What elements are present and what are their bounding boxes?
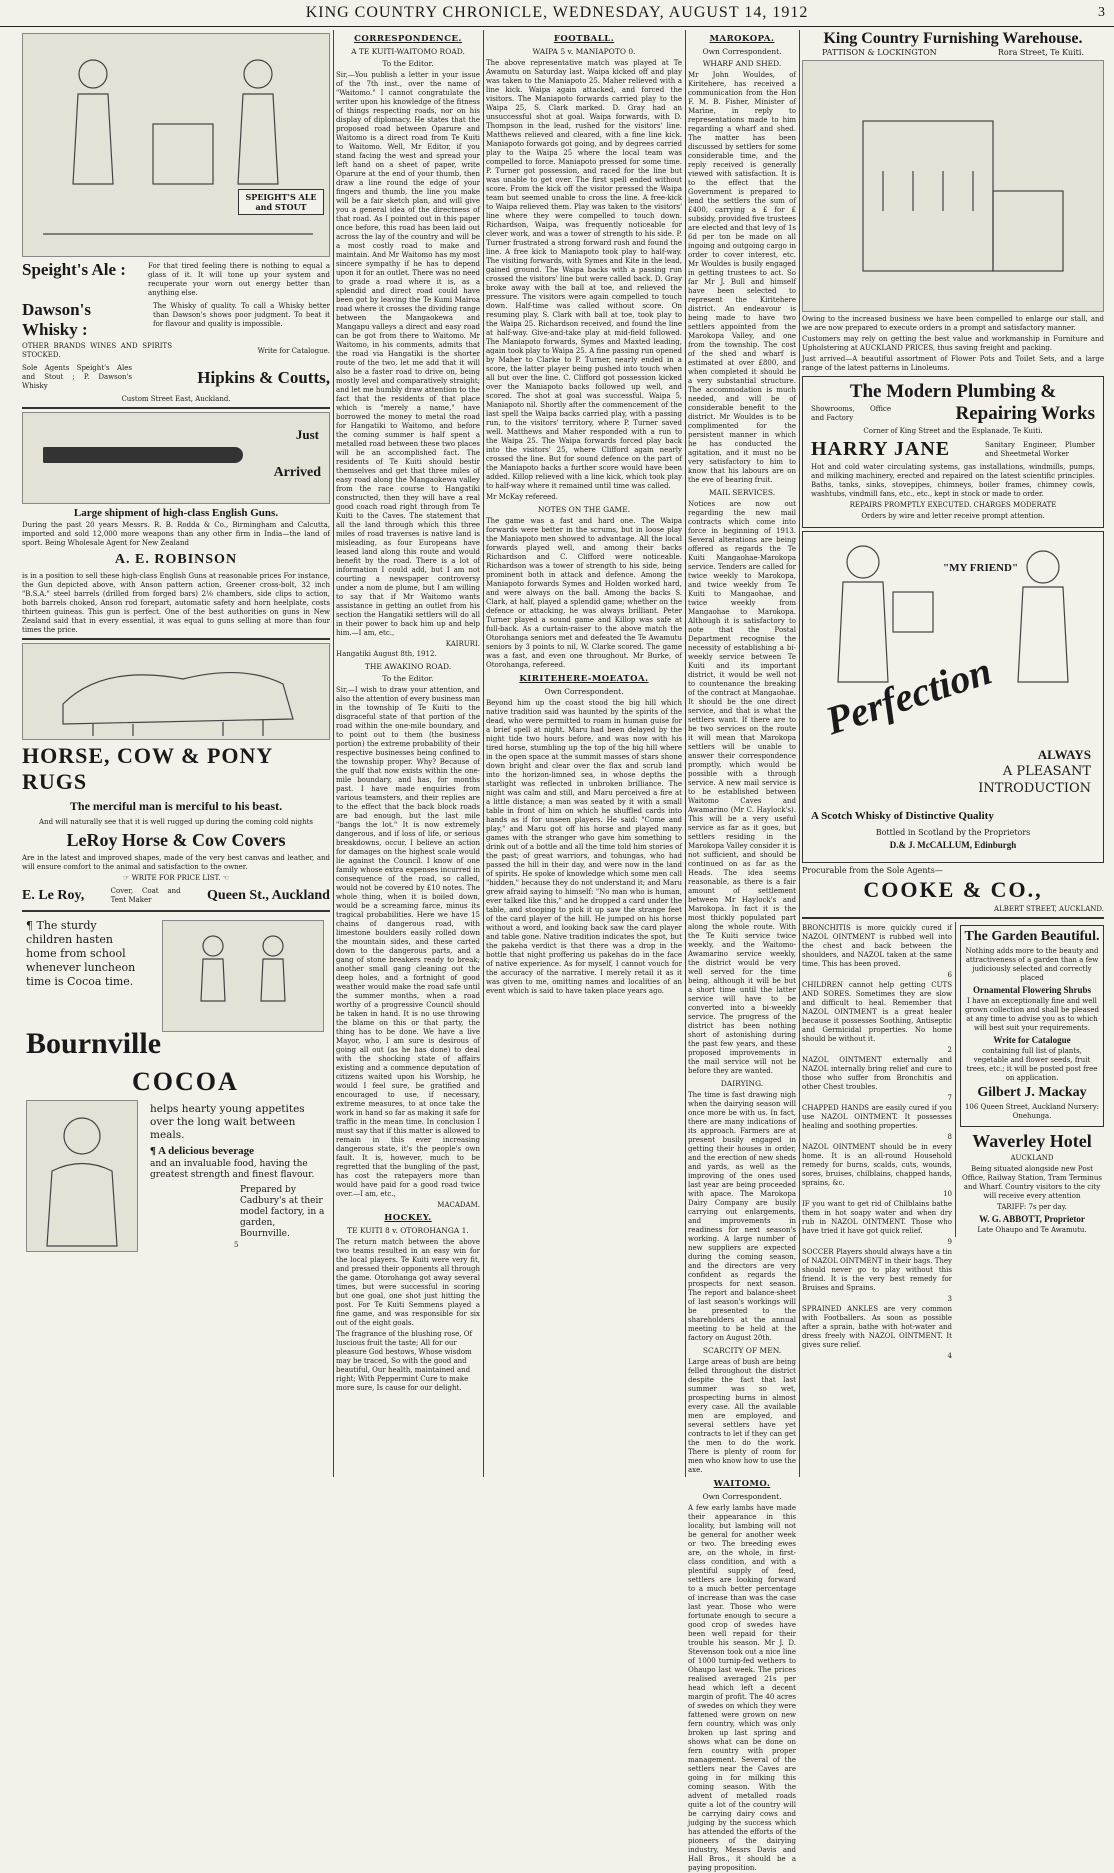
kc-sub: PATTISON & LOCKINGTON bbox=[822, 48, 937, 57]
abbott-late: Late Ohaupo and Te Awamutu. bbox=[977, 1226, 1087, 1234]
horse-rug-illustration bbox=[22, 643, 330, 740]
waverley-heading: Waverley Hotel bbox=[972, 1131, 1092, 1151]
football-heading: FOOTBALL. bbox=[553, 34, 615, 44]
mail-text: Notices are now out regarding the new mail contracts which come into force in beginning of 1913. Several alterations are being offered as regards the Te Kuiti Mangaohae-Marokopa service. Tenders are called for twice weekly to Marokopa, and twice weekly from Te Kuiti to Mangaohae, and twice weekly from Mangaohae to Marokopa. Although it is satisfactory to note that the Postal Department recognise the necessity of establishing a bi-weekly service between Te Kuiti and its important district, it would be well not to countenance the breaking of the contract at Mangaohae. It should be the one direct service, and that is what the settlers want. If there are to be two services on the route it will mean that Marokopa settlers will be unable to answer their correspondence promptly, which would be possible with a through service. A new mail service is to be established between Waitomo Caves and Awamarino (Mr C. Haylock's). This will be a very useful service as far as it goes, but settlers residing in the Marokopa Valley consider it is not sufficient, and should be continued on as far as the Heads. The idea seems reasonable, as there is a fair amount of settlement between Mr Haylock's and Marokopa. In fact it is the most thickly populated part along the whole route. With the Te Kuiti service twice weekly, and the Waitomo-Awamarino service weekly, the district would be very well served for the time being, although it will be but a short time until the latter service will have to be converted into a bi-weekly service. The progress of the district has been nothing short of astonishing during the past few years, and these proposed improvements in the mail service will not be before they are wanted. bbox=[688, 500, 796, 1075]
to-editor: To the Editor. bbox=[382, 59, 434, 68]
own-correspondent: Own Correspondent. bbox=[702, 47, 782, 56]
plumbing-corner: Corner of King Street and the Esplanade, Te Kuiti. bbox=[863, 427, 1043, 435]
cocoa-heading: COCOA bbox=[132, 1067, 239, 1096]
column-rule bbox=[685, 30, 686, 1477]
leroy-maker: Cover, Coat and Tent Maker bbox=[110, 887, 181, 904]
perfection-ad bbox=[802, 531, 1104, 863]
plumbing-heading: The Modern Plumbing & bbox=[849, 381, 1057, 402]
waverley-tariff: TARIFF: 7s per day. bbox=[997, 1203, 1067, 1211]
column-rule bbox=[333, 30, 334, 1477]
kc-text-2: Customers may rely on getting the best value and workmanship in Furniture and Upholstering at AUCKLAND PRICES, thus saving freight and packing. bbox=[802, 335, 1104, 352]
notes-heading: NOTES ON THE GAME. bbox=[537, 505, 631, 514]
garden-ad bbox=[960, 925, 1104, 1127]
kiritehere-text: Beyond him up the coast stood the big hill which native tradition said was haunted by the spirits of the dead, who were permitted to roam in human guise for a brief spell at night. Maru had been delayed by the night tide two hours before, and was now with his tired horse, stumbling up the top of the big hill where in the open space at the summit masses of stars shone down bright and clear over the flax and scrub land into the horizon-limned sea, in whose depths the starlight was reflected in unbroken brilliance. The night was calm and still, and Maru perceived a fire at a little distance; a man was seated by it with a small table in front of him on which he shuffled cards into hands as if for unseen players. He said: "Come and play," and Maru got off his horse and played many games with the stranger who gave him something to drink out of a bottle and all the time told him stories of the past; of great warriors, and tohungas, who had passed the hill in their day, and were now in the land of spirits. He spoke of knowledge which some men call "hidden," because they do not understand it; and Maru grew afraid saying to himself: "No man who is human, ever talked like this," and he dropped a card under the table, and stooping to pick it up saw the strange feet of the card player of the hill. He jumped on his horse without a word, and looking back saw the card player and table gone. Native tradition indicates the spot, but the pakeha verdict is that there was a drop in the bottle that night proffering us pakehas do in the face of native experience. As for myself, I cannot vouch for the accuracy of the narrative. I merely retail it as it was given to me, omitting names and localities of an event which is said to have taken place years ago. bbox=[486, 699, 682, 995]
masthead-title: KING COUNTRY CHRONICLE, WEDNESDAY, AUGUST 14, 1912 bbox=[305, 4, 809, 21]
plumbing-repairs: REPAIRS PROMPTLY EXECUTED. CHARGES MODERATE bbox=[849, 501, 1057, 509]
garden-catalogue: Write for Catalogue bbox=[993, 1035, 1071, 1045]
waverley-auckland: AUCKLAND bbox=[1010, 1154, 1054, 1162]
nazol-ad-8: SPRAINED ANKLES are very common with Footballers. As soon as possible after a sprain, bathe with hot-water and dress freely with NAZOL OINTMENT. It gives sure relief. bbox=[802, 1305, 952, 1349]
letter-2-signature: MACADAM. bbox=[437, 1201, 480, 1209]
letter-1-date: Hangatiki August 8th, 1912. bbox=[336, 650, 437, 658]
always-line: ALWAYS bbox=[1037, 747, 1091, 762]
mail-heading: MAIL SERVICES. bbox=[708, 488, 776, 497]
gilbert-address: 106 Queen Street, Auckland Nursery: Onehunga. bbox=[964, 1103, 1100, 1120]
waitomo-text: A few early lambs have made their appearance in this locality, but lambing will not be general for another week or two. The breeding ewes are, on the whole, in first-class condition, and with a plentiful supply of feed, settlers are looking forward to a much better percentage of increase than was the case last year. Those who were fortunate enough to secure a good crop of swedes have been well repaid for their trouble his season. Mr J. D. Stevenson took out a nice line of 1000 turnip-fed wethers to Ohaupo last week. The prices realised averaged 21s per head which left a decent margin of profit. The 40 acres of swedes on which they were fattened were grown on new fern country, which was only broken up last spring and shows what can be done on fern country with proper management. Several of the settlers near the Caves are going in for milking this coming season. With the advent of metalled roads quite a lot of the country will be carrying dairy cows and judging by the success which has attended the efforts of the pioneers of the dairying industry, Messrs Davis and Hall Bros., it should be a paying proposition. bbox=[688, 1504, 796, 1872]
garden-text: Nothing adds more to the beauty and attractiveness of a garden than a few judiciously selected and correctly placed bbox=[965, 947, 1099, 982]
perfection-heading: Perfection bbox=[820, 647, 997, 744]
referee-note: Mr McKay refereed. bbox=[486, 493, 558, 501]
leroy-heading: LeRoy Horse & Cow Covers bbox=[66, 830, 286, 850]
plumbing-orders: Orders by wire and letter receive prompt attention. bbox=[861, 512, 1045, 520]
marokopa-heading: MAROKOPA. bbox=[709, 34, 775, 44]
just-label: Just bbox=[295, 427, 319, 442]
woman-icon bbox=[27, 1101, 137, 1251]
nazol-num-7: 3 bbox=[947, 1295, 952, 1303]
cooke-address: ALBERT STREET, AUCKLAND. bbox=[993, 905, 1104, 913]
guns-text: During the past 20 years Messrs. R. B. Rodda & Co., Birmingham and Calcutta, imported and sold 12,000 more weapons than any other firm in India—the land of sport. Being Wholesale Agent for New Zealand bbox=[22, 521, 330, 547]
gun-illustration bbox=[22, 412, 330, 504]
column-rule bbox=[799, 30, 800, 1477]
nazol-ad-3: NAZOL OINTMENT externally and NAZOL internally bring relief and cure to those who suffer from Bronchitis and other Chest troubles. bbox=[802, 1056, 952, 1091]
catalogue-note: Write for Catalogue. bbox=[257, 346, 330, 355]
hockey-heading: HOCKEY. bbox=[384, 1213, 432, 1223]
right-small-ads bbox=[955, 922, 1104, 1237]
leroy-name: E. Le Roy, bbox=[22, 888, 85, 903]
dawson-text: The Whisky of quality. To call a Whisky better than Dawson's shows poor judgment. To beat it for flavour and quality is impossible. bbox=[153, 302, 330, 328]
plumbing-showroom: Showrooms, Office and Factory bbox=[811, 405, 891, 422]
speights-sign: SPEIGHT'S ALE and STOUT bbox=[238, 189, 324, 215]
cocoa-number: 5 bbox=[234, 1241, 239, 1249]
introduction-line: INTRODUCTION bbox=[978, 781, 1091, 796]
robinson-name: A. E. ROBINSON bbox=[114, 552, 238, 567]
guns-text-2: is in a position to sell these high-class English Guns at reasonable prices For instance, the Gun depicted above, with Anson pattern action, Greener cross-bolt, 32 inch "B.S.A." steel barrels (drilled from forged bars) 2⅛ chambers, side clips to action, both barrels choked, Anson rod forepart, automatic safety and horn heelplate, costs thirteen guineas. This gun is perfect. One of the best authorities on guns in New Zealand said that in every essential, it was equal to guns selling at more than four times the price. bbox=[22, 572, 330, 634]
nazol-ad-2: CHILDREN cannot help getting CUTS AND SORES. Sometimes they are slow and difficult to heal. Remember that NAZOL OINTMENT is a great healer because it possesses Soothing, Antiseptic and Germicidal properties. No home should be without it. bbox=[802, 981, 952, 1043]
gilbert-mackay: Gilbert J. Mackay bbox=[977, 1085, 1087, 1100]
garden-text-2: I have an exceptionally fine and well grown collection and shall be pleased at any time to advise you as to which will best suit your requirements. bbox=[965, 997, 1099, 1032]
woman-illustration bbox=[26, 1100, 138, 1252]
children-icon bbox=[163, 921, 323, 1031]
arrived-label: Arrived bbox=[273, 465, 321, 480]
notes-text: The game was a fast and hard one. The Waipa forwards were better in the scrums, but in loose play the Maniapoto men showed to advantage. All the local forwards played well, and among their backs Richardson and C. Clifford were noticeable. Richardson was a tower of strength to his side, being prominent both in attack and defence. Among the Maniapoto forwards Symes and Holden worked hard, and were always on the ball. Among the backs S. Clark, at half, played a splendid game; whether on the defence or attacking, he was always brilliant. Peter Turner played a sound game and Killop was safe at full-back. As a curtain-raiser to the above match the Otorohanga seniors met and defeated the Te Awamutu seniors by 3 points to nil, W. Clarke scored. The game was a fast, and even one throughout. Mr Burke, of Otorohanga, refereed. bbox=[486, 517, 682, 669]
my-friend: "MY FRIEND" bbox=[943, 562, 1019, 574]
wharf-heading: WHARF AND SHED. bbox=[702, 59, 782, 68]
garden-text-3: containing full list of plants, vegetable and flower seeds, fruit trees, etc.; it will be posted post free on application. bbox=[966, 1047, 1098, 1082]
children-illustration bbox=[162, 920, 324, 1032]
scarcity-text: Large areas of bush are being felled throughout the district despite the fact that last summer was so wet, prospecting burns in almost every case. All the available men are employed, and several settlers have yet contracts to let if they can get the men to do the work. There is plenty of room for men who know how to use the axe. bbox=[688, 1358, 796, 1474]
waitomo-heading: WAITOMO. bbox=[713, 1479, 771, 1489]
nazol-ad-4: CHAPPED HANDS are easily cured if you use NAZOL OINTMENT. It possesses healing and soothing properties. bbox=[802, 1104, 952, 1130]
nazol-num-8: 4 bbox=[947, 1352, 952, 1360]
rugs-heading: HORSE, COW & PONY RUGS bbox=[22, 743, 273, 794]
garden-heading: The Garden Beautiful. bbox=[964, 929, 1100, 944]
other-brands: OTHER BRANDS WINES AND SPIRITS STOCKED. bbox=[22, 342, 172, 359]
own-correspondent-2: Own Correspondent. bbox=[702, 1492, 782, 1501]
page-number: 3 bbox=[1098, 5, 1106, 20]
cocoa-text: ¶ The sturdy children hasten home from school whenever luncheon time is Cocoa time. bbox=[26, 919, 136, 988]
kc-text-1: Owing to the increased business we have been compelled to enlarge our stall, and we are now prepared to execute orders in a prompt and satisfactory manner. bbox=[802, 315, 1104, 332]
plumbing-ad bbox=[802, 376, 1104, 528]
scotch-line: A Scotch Whisky of Distinctive Quality bbox=[811, 810, 994, 822]
kc-address: Rora Street, Te Kuiti. bbox=[997, 48, 1084, 57]
drinkers-illustration-icon bbox=[23, 34, 329, 256]
price-list: ☞ WRITE FOR PRICE LIST. ☜ bbox=[123, 874, 229, 882]
nazol-ads bbox=[802, 922, 952, 1361]
letter-1-title: A TE KUITI-WAITOMO ROAD. bbox=[351, 47, 465, 56]
nazol-num-4: 8 bbox=[947, 1133, 952, 1141]
dawson-heading: Dawson's Whisky : bbox=[22, 300, 91, 339]
waverley-text: Being situated alongside new Post Office, Railway Station, Tram Terminus and Wharf. Country visitors to the city will receive every attention bbox=[961, 1165, 1103, 1200]
nazol-ad-7: SOCCER Players should always have a tin of NAZOL OINTMENT in their bags. They should never go to play without this friend. It is the very best remedy for Bruises and Sprains. bbox=[802, 1248, 952, 1292]
letter-1-text: Sir,—You publish a letter in your issue of the 7th inst., over the name of "Waitomo." I cannot congratulate the writer upon his knowledge of the fitness of things respecting roads, nor on his display of diplomacy. He states that the proposed road between Oparure and Waitomo is a direct road from Te Kuiti to Waitomo. Well, Mr Editor, if you stand facing the west and spread your left hand on a sheet of paper, write Oparure at the end of your thumb, then draw a line round the edge of your fingers and thumb, the line you make will be a fair sketch plan, and will give you a general idea of the directness of that road. As I pointed out in this paper once before, this road has been laid out across the lay of the country and will be a most costly road to make and maintain. And Mr Waitomo has my most sincere sympathy if he has to depend upon it for an outlet. There was no need to grade a road where it is, as a splendid and direct road could have been got by leaving the Te Kumi Mairoa road where it crosses the dividing range between the Mangaokewa and Mangapu valleys a direct and easy road can be got from there to Waitomo. Mr Waitomo, in his comments, admits that the road via Hangatiki is the shorter route of the two, let me add that it will also be a faster road to drive on, being mostly level and comparatively straight; and let me humbly draw attention to the fact that the residents of that place which is "merely a name," have borrowed the money to metal the road for Hangatiki to Waitomo, and before the coming summer is half spent a metalled road between these two places will be an accomplished fact. The residents of Te Kuiti should bestir themselves and get that three miles of easy road along the Mangaokewa valley from the race course to Hangatiki constructed, then they will have a real good coach road right through from Te Kuiti to the Caves. The statement that all the land through which this three miles of road traverses is native land is misleading, as four Europeans have leased land along this route and would benefit by the road. There is a lot of information I could add, but I am not courting a newspaper controversy under a nom de plume, but I am willing to say that if Mr Waitomo wants assistance in getting an outlet from his section the Hangatiki settlers will do all in their power to back him up and help him.—I am, etc., bbox=[336, 71, 480, 637]
hockey-title: TE KUITI 8 v. OTOROHANGA 1. bbox=[347, 1226, 469, 1235]
own-correspondent: Own Correspondent. bbox=[544, 687, 624, 696]
building-icon bbox=[803, 61, 1103, 311]
kc-heading: King Country Furnishing Warehouse. bbox=[823, 30, 1083, 47]
hipkins-coutts: Hipkins & Coutts, bbox=[197, 367, 330, 387]
nazol-ad-6: IF you want to get rid of Chilblains bathe them in hot soapy water and when dry rub in NAZOL OINTMENT. Those who have tried it have got quick relief. bbox=[802, 1200, 952, 1235]
guns-heading: Large shipment of high-class English Guns. bbox=[73, 507, 279, 519]
letter-2-title: THE AWAKINO ROAD. bbox=[364, 662, 452, 671]
match-title: WAIPA 5 v. MANIAPOTO 0. bbox=[532, 47, 636, 56]
poem: The fragrance of the blushing rose, Of luscious fruit the taste; All for our pleasure God bestows, Whose wisdom may be traced, So with the good and beautiful, Our health, maintained and right; With Peppermint Cure to make more sure, Is cause for our delight. bbox=[336, 1330, 473, 1392]
match-report: The above representative match was played at Te Awamutu on Saturday last. Waipa kicked off and play was taken to the Maniapoto 25. Maher relieved with a line kick. Waipa again attacked, and forced the visitors. The Maniapoto forwards carried play to the Waipa 25, S. Clark marked. D. Gray had an unsuccessful shot at goal. Waipa forwards, with D. Thompson in the lead, rushed for the visitors' line. Matthews relieved and cleared, with a fine line kick. Maniapoto forwards got going, and by degrees carried play to the Waipa 25 where the local team was compelled to force. Maniapoto pressed for some time. P. Turner got possession, and raced for the line but was unable to get over. The first spell ended without score. From the kick off the visitor pressed the Waipa team but seemed unable to cross the line. A free-kick to Waipa relieved them. Play was taken to the visitors' line where they were compelled to touch down. Richardson, Waipa, was frequently noticeable for clever work, and was a tower of strength to his side. P. Turner frustrated a strong forward rush and found the line. A free kick to Maniapoto took play to half-way. The visiting forwards, with Symes and Kite in the lead, gained ground. The Waipa backs with a passing run crossed the visitors' line but were called back. D. Gray broke away with the ball at toe, and relieved the pressure. The visitors were again compelled to touch down. Half-time was called without score. On resuming play, S. Clark with ball at toe, took play to the Waipa 25. Richardson received, and found the line at half-way. Give-and-take play at mid-field followed. The Maniapoto forwards, Symes and Maxted leading, again took play to Waipa 25. A fine passing run opened by Maher to Clarke to P. Turner, nearly ended in a score, the latter player being pushed into touch when all but over the line. C. Clifford got possession kicked over the Maniapoto backs followed up well, and scored. The shot at goal was successful. Waipa 5, Maniapoto nil. Shortly after the commencement of the last spell the Waipa backs carried play, with a passing run, to the visitors' territory, where P. Turner saved well. Matthews and Maher responded with a run to the Waipa 25. The Waipa forwards forced play back into the visitors' 25, where Clifford again nearly crossed the line. But for sound defence on the part of the Maniapoto backs a further score would have been added. Killop relieved with a line kick, which took play to half-way where it remained until time was called. bbox=[486, 59, 682, 490]
harry-trade: Sanitary Engineer, Plumber and Sheetmetal Worker bbox=[985, 440, 1095, 458]
garden-shrubs: Ornamental Flowering Shrubs bbox=[972, 985, 1091, 995]
plumbing-heading-2: Repairing Works bbox=[955, 403, 1095, 424]
letter-1-signature: KAIRURI. bbox=[445, 640, 480, 648]
cocoa-text-2: helps hearty young appetites over the long wait between meals. bbox=[150, 1103, 305, 1141]
dairy-heading: DAIRYING. bbox=[720, 1079, 764, 1088]
pleasant-line: A PLEASANT bbox=[1002, 764, 1091, 779]
horse-icon bbox=[23, 644, 329, 739]
bournville-heading: Bournville bbox=[26, 1027, 162, 1060]
cadbury-note: Prepared by Cadbury's at their model factory, in a garden, Bournville. bbox=[240, 1185, 325, 1239]
hockey-text: The return match between the above two teams resulted in an easy win for the local players. Te Kuiti were very fit, and pressed their opponents all through the game. Otorohanga got away several times, but were successful in scoring but one goal, one shot just hitting the post. For Te Kuiti Semmens played a fine game, and was responsible for six out of the eight goals. bbox=[336, 1238, 480, 1327]
column-rule bbox=[483, 30, 484, 1477]
bottled-line: Bottled in Scotland by the Proprietors bbox=[875, 828, 1031, 837]
nazol-ad-1: BRONCHITIS is more quickly cured if NAZOL OINTMENT is rubbed well into the chest and back between the shoulders, and NAZOL taken at the same time. This has been proved. bbox=[802, 924, 952, 968]
kiritehere-heading: KIRITEHERE-MOEATOA. bbox=[519, 674, 649, 684]
leroy-text: Are in the latest and improved shapes, made of the very best canvas and leather, and will ensure comfort to the animal and satisfaction to the owner. bbox=[22, 854, 330, 871]
warehouse-photo bbox=[802, 60, 1104, 312]
rugged-line: And will naturally see that it is well rugged up during the coming cold nights bbox=[39, 818, 313, 826]
merciful-line: The merciful man is merciful to his beast. bbox=[69, 799, 283, 813]
letter-2-text: Sir,—I wish to draw your attention, and also the attention of every business man in the township of Te Kuiti to the disgraceful state of that portion of the road within the one-mile boundary, and to point out to them (the business portion) the extreme probability of their respective businesses being confined to the township proper. Why? Because of the gulf that now exists within the one-mile boundary, and has, for months past. I have made enquiries from various teamsters, and their replies are to the effect that the back block roads are bad enough, but the last mile "bangs the lot." It is now extremely dangerous, and if loss of life, or serious breakdowns, occur, I believe an action for damages on the highest scale would lie against the Council. I know of one family whose extra expenses incurred in consequence of the road, so called, would not be covered by £10 notes. The whole thing, when it is boiled down, would be a screaming farce, minus its tragical probabilities. Here we have 15 chains of dangerous road, with limestone boulders easily rolled down the mountain sides, and these carted down to the dangerous parts, and a gang of stone breakers ready to break; another small gang cleaning out the deep holes, and a fortnight of good weather would make the road safe until the summer months, when a road worthy of a progressive Council should be taken in hand. It is no use throwing the blame on this or that party, the thing has to be done. We have a live Mayor, who, I am sure is desirous of going all out (as he has done) to deal with the shocking state of affairs existing and a commence deputation of citizens waited upon his Worship, he would I feel sure, be gratified and encouraged to use, if necessary, extreme measures, to at once take the work in hand so far as making it safe for traffic in the mean time. In conclusion I must say that if this matter is allowed to remain in this ever increasing dangerous state, it's the people's own fault. It is, however, much to be regretted that the bungling of the past, has cost the ratepayers more than would have paid for a good road twice over.—I am, etc., bbox=[336, 686, 480, 1198]
nazol-num-6: 9 bbox=[947, 1238, 952, 1246]
procurable-line: Procurable from the Sole Agents— bbox=[802, 866, 943, 875]
hipkins-address: Custom Street East, Auckland. bbox=[121, 395, 231, 403]
correspondence-column bbox=[336, 30, 480, 1477]
sole-agents: Sole Agents Speight's Ales and Stout ; P. Dawson's Whisky bbox=[22, 364, 132, 390]
speights-illustration bbox=[22, 33, 330, 257]
football-column bbox=[486, 30, 682, 1477]
nazol-num-5: 10 bbox=[943, 1190, 952, 1198]
cocoa-ad bbox=[22, 915, 330, 1255]
nazol-num-3: 7 bbox=[947, 1094, 952, 1102]
delicious-line: ¶ A delicious beverage bbox=[150, 1145, 255, 1157]
nazol-num-2: 2 bbox=[947, 1046, 952, 1054]
to-editor-2: To the Editor. bbox=[382, 674, 434, 683]
leroy-address: Queen St., Auckland bbox=[207, 888, 330, 903]
plumbing-text: Hot and cold water circulating systems, gas installations, windmills, pumps, and milking machinery, erected and repaired on the latest scientific principles. Baths, tanks, sinks, stovepipes, chimneys, boiler frames, chimney cowls, washtubs, vindmill fans, etc., etc., kept in stock or made to order. bbox=[811, 463, 1095, 498]
marokopa-column bbox=[688, 30, 796, 1872]
mccallum: D.& J. McCALLUM, Edinburgh bbox=[889, 840, 1017, 850]
wharf-text: Mr John Wouldes, of Kiritehere, has received a communication from the Hon F. M. B. Fisher, Minister of Marine, in reply to representations made to him regarding a wharf and shed. The matter has been discussed by settlers for some considerable time, and the reply received is generally viewed with satisfaction. It is to the effect that the Government is prepared to lend the settlers the sum of £400, carrying a £ for £ subsidy, provided five trustees are elected and that levy of 1s 6d per ton be made on all ingoing and outgoing cargo in order to cover interest, etc. Mr Wouldes is busily engaged in getting trustees to act. So far Mr J. Bull and himself have been selected to represent the Kiritehere district. An endeavour is being made to have two settlers appointed from the Marokopa Valley, and one from the township. The cost of the shed and wharf is estimated at over £800, and when completed it should be a very substantial structure. The accommodation is much needed, and will be of considerable benefit to the district. Mr Wouldes is to be complimented for the persistent manner in which he has conducted the agitation, and it must no be very satisfactory to him to know that his labours are on the eve of bearing fruit. bbox=[688, 71, 796, 484]
kc-text-3: Just arrived—A beautiful assortment of Flower Pots and Toilet Sets, and a large range of the latest patterns in Linoleums. bbox=[802, 355, 1104, 372]
cocoa-text-3: and an invaluable food, having the greatest strength and finest flavour. bbox=[150, 1159, 315, 1180]
masthead bbox=[0, 0, 1114, 27]
abbott: W. G. ABBOTT, Proprietor bbox=[979, 1214, 1085, 1224]
speights-heading: Speight's Ale : bbox=[22, 260, 126, 279]
nazol-num-1: 6 bbox=[947, 971, 952, 979]
ad-column-left bbox=[22, 30, 330, 1477]
nazol-ad-5: NAZOL OINTMENT should be in every home. It is an all-round Household remedy for burns, scalds, cuts, wounds, sores, bruises, chilblains, chapped hands, sprains, &c. bbox=[802, 1143, 952, 1187]
dairy-text: The time is fast drawing nigh when the dairying season will once more be with us. In fact, there are many indications of its approach. Farmers are at present busily engaged in getting their houses in order, and the erection of new sheds and yards, as well as the improving of the ones used last year are being proceeded with apace. The Marokopa Dairy Company are busily carrying out enlargements, and improvements in readiness for next season's working. A large number of new suppliers are expected during the coming season, and the directors are very confident as regards the prospects for next season. The report and balance-sheet of last season's workings will be presented to the shareholders at the annual meeting to be held at the factory on August 20th. bbox=[688, 1091, 796, 1342]
correspondence-heading: CORRESPONDENCE. bbox=[354, 34, 462, 44]
harry-jane: HARRY JANE bbox=[811, 438, 951, 460]
speights-text: For that tired feeling there is nothing to equal a glass of it. It will tone up your system and recuperate your worn out energy better than anything else. bbox=[148, 262, 330, 297]
cooke-heading: COOKE & CO., bbox=[863, 877, 1043, 902]
ad-column-right bbox=[802, 30, 1104, 1477]
scarcity-heading: SCARCITY OF MEN. bbox=[702, 1346, 782, 1355]
